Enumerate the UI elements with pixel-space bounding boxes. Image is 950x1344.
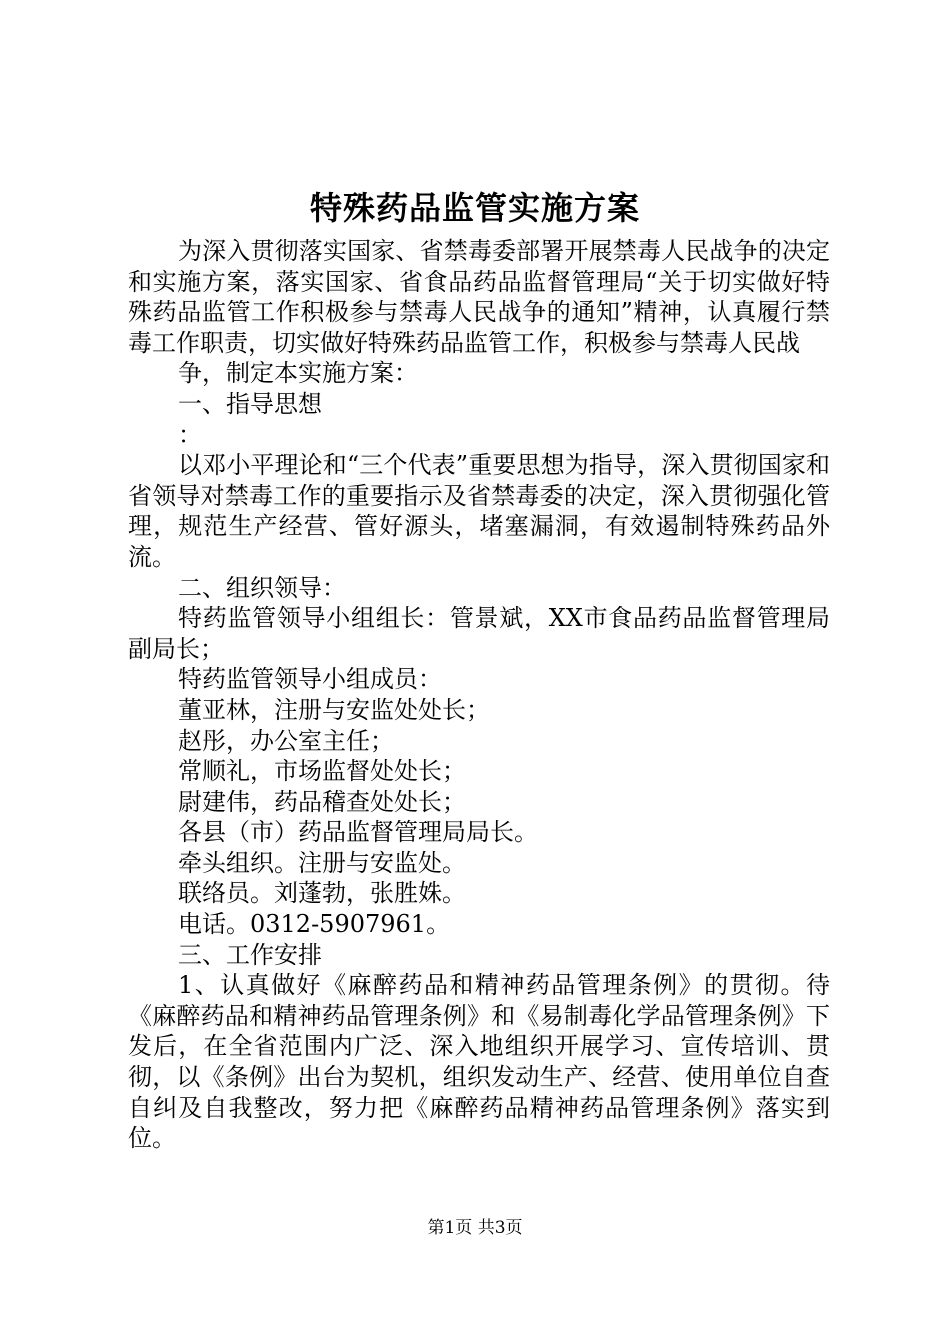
list-item-member: 常顺礼，市场监督处处长；: [178, 757, 466, 786]
paragraph-group-leader: 特药监管领导小组组长：管景斌，XX市食品药品监督管理局副局长；: [128, 604, 830, 663]
paragraph-phone: 电话。0312-5907961。: [178, 910, 451, 939]
list-item-member: 赵彤，办公室主任；: [178, 726, 394, 755]
paragraph-intro-continued: 争，制定本实施方案：: [178, 359, 418, 388]
document-body: [128, 236, 830, 1154]
paragraph-liaison: 联络员。刘蓬勃，张胜姝。: [178, 879, 466, 908]
section-heading-organization: 二、组织领导：: [178, 573, 346, 602]
list-item-member: 各县（市）药品监督管理局局长。: [178, 818, 538, 847]
paragraph-colon: ：: [178, 420, 202, 449]
section-heading-guiding-ideology: 一、指导思想: [178, 389, 322, 418]
paragraph-lead-office: 牵头组织。注册与安监处。: [178, 848, 466, 877]
paragraph-intro: 为深入贯彻落实国家、省禁毒委部署开展禁毒人民战争的决定和实施方案，落实国家、省食品药品监督管理局“关于切实做好特殊药品监管工作积极参与禁毒人民战争的通知”精神，认真履行禁毒工作职责，切实做好特殊药品监管工作，积极参与禁毒人民战: [128, 237, 830, 357]
page-footer: 第1页 共3页: [427, 1218, 523, 1238]
document-title: 特殊药品监管实施方案: [309, 189, 640, 227]
section-heading-work-arrangement: 三、工作安排: [178, 940, 322, 969]
paragraph-group-members-heading: 特药监管领导小组成员：: [178, 665, 442, 694]
paragraph-guiding-ideology: 以邓小平理论和“三个代表”重要思想为指导，深入贯彻国家和省领导对禁毒工作的重要指示及省禁毒委的决定，深入贯彻强化管理，规范生产经营、管好源头，堵塞漏洞，有效遏制特殊药品外流。: [128, 451, 830, 571]
list-item-member: 尉建伟，药品稽查处处长；: [178, 787, 466, 816]
list-item-member: 董亚林，注册与安监处处长；: [178, 695, 490, 724]
paragraph-work-item-1: 1、认真做好《麻醉药品和精神药品管理条例》的贯彻。待《麻醉药品和精神药品管理条例》和《易制毒化学品管理条例》下发后，在全省范围内广泛、深入地组织开展学习、宣传培训、贯彻，以《条例》出台为契机，组织发动生产、经营、使用单位自查自纠及自我整改，努力把《麻醉药品精神药品管理条例》落实到位。: [128, 971, 830, 1153]
